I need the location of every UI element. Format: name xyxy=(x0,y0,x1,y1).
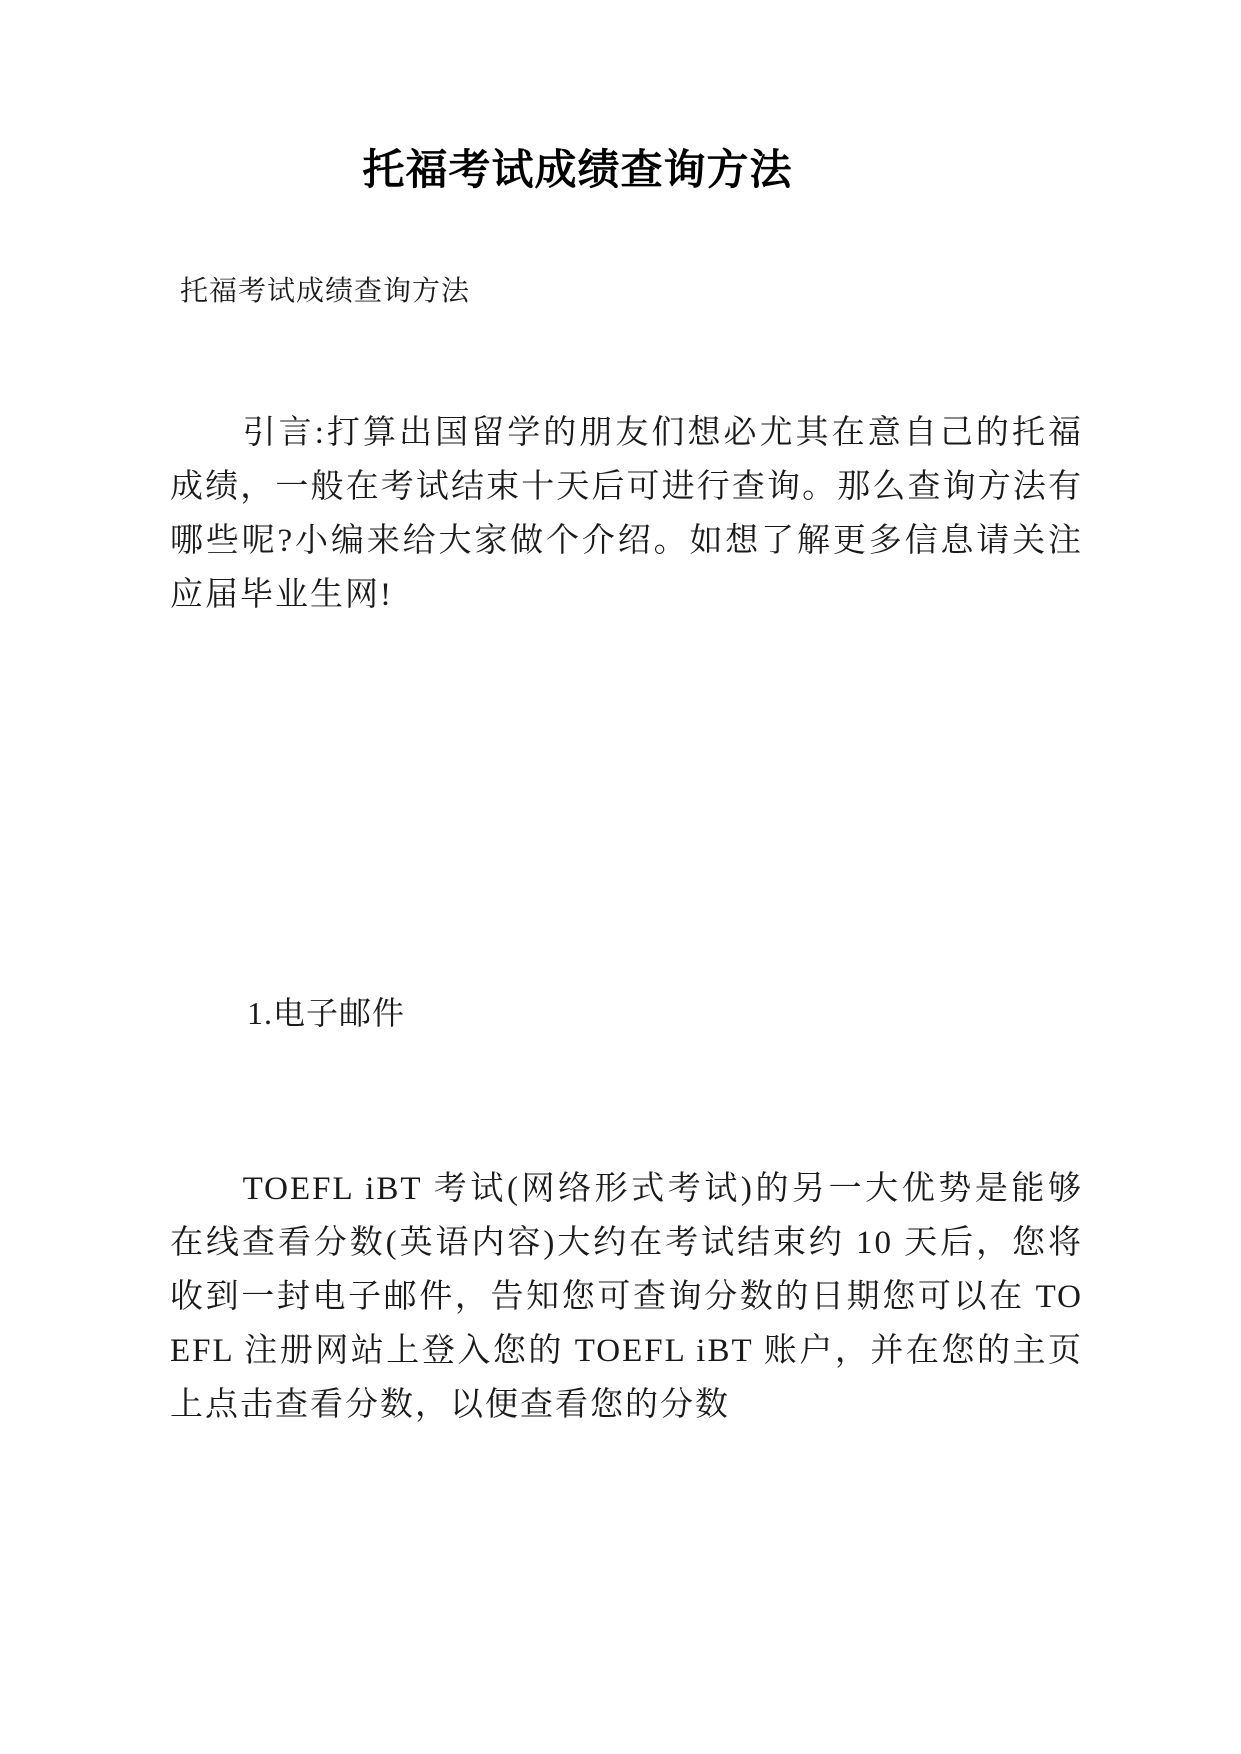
document-title: 托福考试成绩查询方法 xyxy=(362,148,793,194)
intro-paragraph: 引言:打算出国留学的朋友们想必尤其在意自己的托福成绩，一般在考试结束十天后可进行查询。那么查询方法有哪些呢?小编来给大家做个介绍。如想了解更多信息请关注应届毕业生网! xyxy=(170,415,1083,613)
document-subtitle: 托福考试成绩查询方法 xyxy=(180,276,471,307)
section-1-heading: 1.电子邮件 xyxy=(247,995,406,1031)
section-1-body-paragraph: TOEFL iBT 考试(网络形式考试)的另一大优势是能够在线查看分数(英语内容)大约在考试结束约 10 天后，您将收到一封电子邮件，告知您可查询分数的日期您可以在 TOEFL 注册网站上登入您的 TOEFL iBT 账户，并在您的主页上点击查看分数，以便查看您的分数 xyxy=(170,1171,1083,1423)
